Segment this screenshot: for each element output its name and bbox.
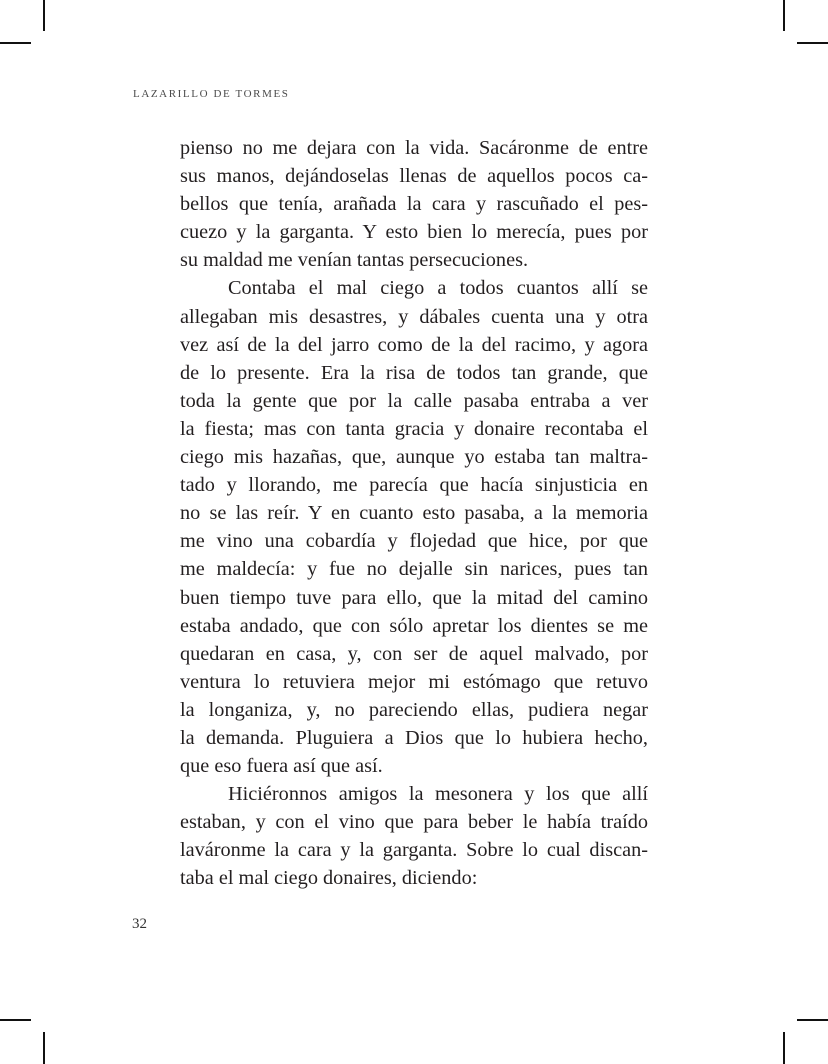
- text-line: quedaran en casa, y, con ser de aquel malvado, por: [180, 642, 648, 665]
- text-line: no se las reír. Y en cuanto esto pasaba, a la memoria: [180, 502, 648, 525]
- crop-mark-top-left-vertical: [43, 0, 45, 31]
- text-line: taba el mal ciego donaires, diciendo:: [180, 867, 478, 890]
- text-line: me vino una cobardía y flojedad que hice, por que: [180, 530, 648, 553]
- crop-mark-bottom-right-horizontal: [797, 1019, 828, 1021]
- text-line: estaba andado, que con sólo apretar los dientes se me: [180, 614, 648, 637]
- text-line: buen tiempo tuve para ello, que la mitad del camino: [180, 586, 648, 609]
- page-number: 32: [132, 916, 147, 932]
- text-line: pienso no me dejara con la vida. Sacáronme de entre: [180, 137, 648, 159]
- text-line: me maldecía: y fue no dejalle sin narices, pues tan: [180, 558, 648, 581]
- text-line: toda la gente que por la calle pasaba entraba a ver: [180, 389, 648, 412]
- crop-mark-top-right-horizontal: [797, 42, 828, 44]
- text-line: Contaba el mal ciego a todos cuantos allí se: [228, 277, 648, 300]
- crop-mark-bottom-right-vertical: [783, 1032, 785, 1064]
- text-line: tado y llorando, me parecía que hacía sinjusticia en: [180, 474, 648, 497]
- text-line: bellos que tenía, arañada la cara y rascuñado el pes-: [180, 193, 648, 216]
- crop-mark-top-left-horizontal: [0, 42, 31, 44]
- crop-mark-top-right-vertical: [783, 0, 785, 31]
- text-line: Hiciéronnos amigos la mesonera y los que allí: [228, 783, 648, 806]
- text-line: de lo presente. Era la risa de todos tan grande, que: [180, 361, 648, 384]
- text-line: estaban, y con el vino que para beber le había traído: [180, 811, 648, 834]
- text-line: sus manos, dejándoselas llenas de aquellos pocos ca-: [180, 165, 648, 188]
- text-line: la fiesta; mas con tanta gracia y donaire recontaba el: [180, 417, 648, 440]
- text-line: ventura lo retuviera mejor mi estómago que retuvo: [180, 670, 648, 693]
- text-line: allegaban mis desastres, y dábales cuenta una y otra: [180, 305, 648, 328]
- text-line: que eso fuera así que así.: [180, 755, 383, 778]
- body-text: [180, 134, 648, 893]
- crop-mark-bottom-left-horizontal: [0, 1019, 31, 1021]
- text-line: su maldad me venían tantas persecuciones.: [180, 249, 529, 272]
- text-line: laváronme la cara y la garganta. Sobre lo cual discan-: [180, 839, 648, 862]
- text-line: cuezo y la garganta. Y esto bien lo merecía, pues por: [180, 221, 648, 244]
- text-line: la longaniza, y, no pareciendo ellas, pudiera negar: [180, 698, 648, 721]
- text-line: la demanda. Pluguiera a Dios que lo hubiera hecho,: [180, 726, 648, 749]
- text-line: vez así de la del jarro como de la del racimo, y agora: [180, 333, 648, 356]
- crop-mark-bottom-left-vertical: [43, 1032, 45, 1064]
- text-line: ciego mis hazañas, que, aunque yo estaba tan maltra-: [180, 446, 648, 469]
- running-head: LAZARILLO DE TORMES: [133, 88, 290, 100]
